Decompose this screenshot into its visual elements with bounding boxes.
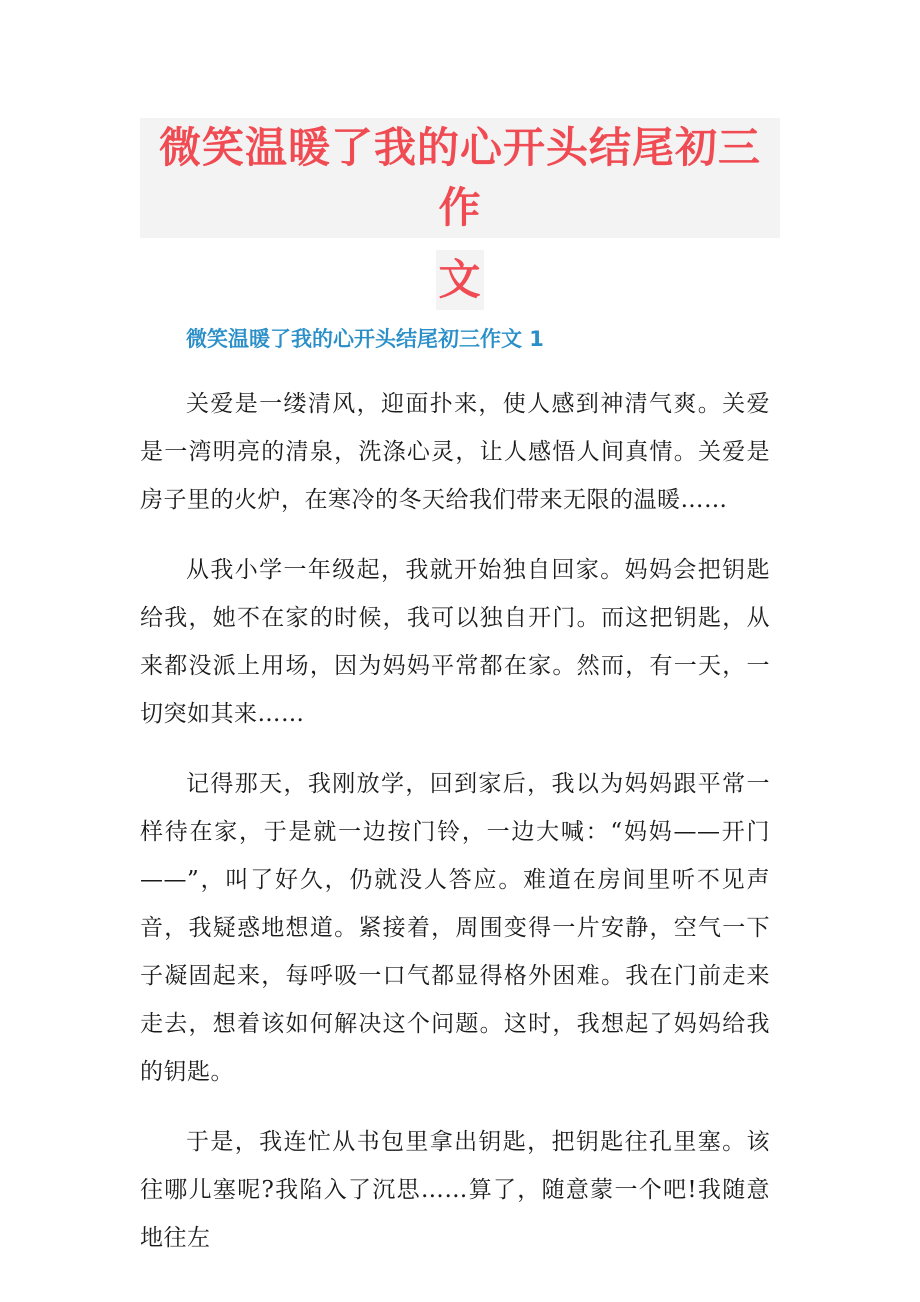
paragraph-1: 关爱是一缕清风，迎面扑来，使人感到神清气爽。关爱是一湾明亮的清泉，洗涤心灵，让人感悟人间真情。关爱是房子里的火炉，在寒冷的冬天给我们带来无限的温暖…… (140, 391, 770, 513)
paragraph-2: 从我小学一年级起，我就开始独自回家。妈妈会把钥匙给我，她不在家的时候，我可以独自开门。而这把钥匙，从来都没派上用场，因为妈妈平常都在家。然而，有一天，一切突如其来…… (140, 557, 770, 727)
section-subtitle: 微笑温暖了我的心开头结尾初三作文 1 (186, 327, 544, 351)
title-line-2: 文 (436, 250, 483, 310)
title-line-1: 微笑温暖了我的心开头结尾初三作 (140, 118, 780, 238)
paragraph-3: 记得那天，我刚放学，回到家后，我以为妈妈跟平常一样待在家，于是就一边按门铃，一边大喊：“妈妈——开门——”，叫了好久，仍就没人答应。难道在房间里听不见声音，我疑惑地想道。紧接着，周围变得一片安静，空气一下子凝固起来，每呼吸一口气都显得格外困难。我在门前走来走去，想着该如何解决这个问题。这时，我想起了妈妈给我的钥匙。 (140, 771, 770, 1085)
article-body (140, 380, 770, 1284)
document-title (140, 118, 780, 322)
paragraph-4: 于是，我连忙从书包里拿出钥匙，把钥匙往孔里塞。该往哪儿塞呢?我陷入了沉思……算了，随意蒙一个吧!我随意地往左 (140, 1129, 770, 1251)
